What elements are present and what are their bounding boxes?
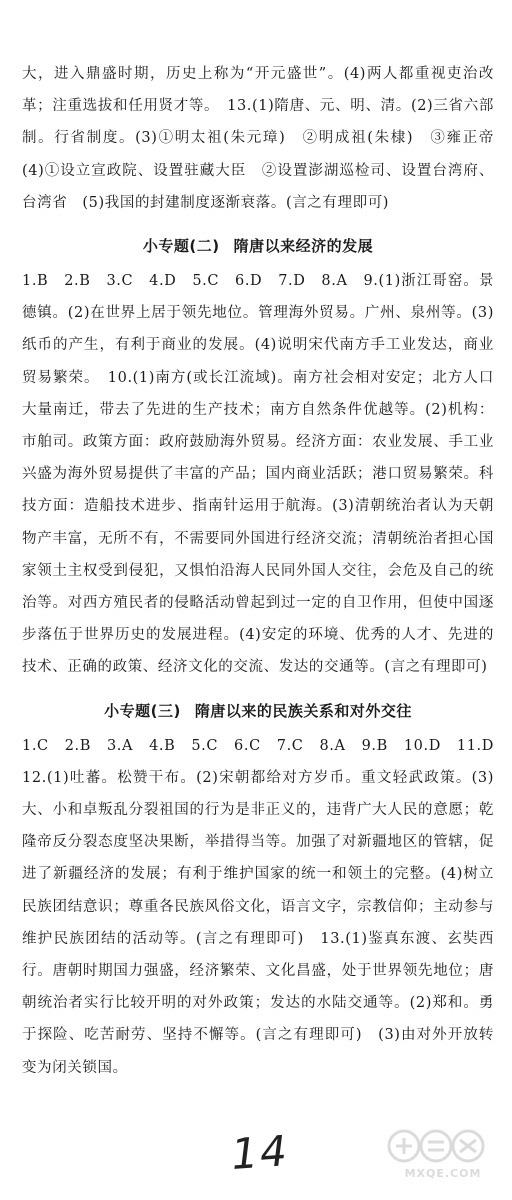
section2-paragraph: 1.B 2.B 3.C 4.D 5.C 6.D 7.D 8.A 9.(1)浙江哥窑。景德镇。(2)在世界上居于领先地位。管理海外贸易。广州、泉州等。(3)纸币的产生，有利于商业的发展。(4)说明宋代南方手工业发达，商业贸易繁荣。 10.(1)南方(或长江流域)。南方社会相对安定；北方人口大量南迁，带去了先进的生产技术；南方自然条件优越等。(2)机构：市舶司。政策方面：政府鼓励海外贸易。经济方面：农业发展、手工业兴盛为海外贸易提供了丰富的产品；国内商业活跃；港口贸易繁荣。科技方面：造船技术进步、指南针运用于航海。(3)清朝统治者认为天朝物产丰富，无所不有，不需要同外国进行经济交流；清朝统治者担心国家领土主权受到侵犯，又惧怕沿海人民同外国人交往，会危及自己的统治等。对西方殖民者的侵略活动曾起到过一定的自卫作用，但使中国逐步落伍于世界历史的发展进程。(4)安定的环境、优秀的人才、先进的技术、正确的政策、经济文化的交流、发达的交通等。(言之有理即可) (22, 273, 494, 676)
page-number: 14 (229, 1126, 291, 1179)
section3-heading-prefix: 小专题(三) (104, 701, 181, 720)
section3-paragraph: 1.C 2.B 3.A 4.B 5.C 6.C 7.C 8.A 9.B 10.D 11.D 12.(1)吐蕃。松赞干布。(2)宋朝都给对方岁币。重文轻武政策。(3)大、小和卓叛乱分裂祖国的行为是非正义的，违背广大人民的意愿；乾隆帝反分裂态度坚决果断，举措得当等。加强了对新疆地区的管辖，促进了新疆经济的发展；有利于维护国家的统一和领土的完整。(4)树立民族团结意识；尊重各民族风俗文化，语言文字，宗教信仰；主动参与维护民族团结的活动等。(言之有理即可) 13.(1)鉴真东渡、玄奘西行。唐朝时期国力强盛，经济繁荣、文化昌盛，处于世界领先地位；唐朝统治者实行比较开明的对外政策；发达的水陆交通等。(2)郑和。勇于探险、吃苦耐劳、坚持不懈等。(言之有理即可) (3)由对外开放转变为闭关锁国。 (22, 737, 510, 1076)
section1-paragraph: 大，进入鼎盛时期，历史上称为“开元盛世”。(4)两人都重视吏治改革；注重选拔和任用贤才等。 13.(1)隋唐、元、明、清。(2)三省六部制。行省制度。(3)①明太祖(朱元璋) ②明成祖(朱棣) ③雍正帝 (4)①设立宣政院、设置驻藏大臣 ②设置澎湖巡检司、设置台湾府、台湾省 (5)我国的封建制度逐渐衰落。(言之有理即可) (22, 66, 510, 211)
watermark-text: MXQE.COM (404, 1167, 482, 1180)
logo-watermark-icon (384, 1124, 502, 1182)
section2-heading (22, 231, 494, 261)
section2-heading-title: 隋唐以来经济的发展 (233, 237, 374, 256)
section3-heading-title: 隋唐以来的民族关系和对外交往 (194, 701, 412, 720)
section2-heading-prefix: 小专题(二) (142, 237, 220, 256)
section3-heading (22, 696, 494, 726)
